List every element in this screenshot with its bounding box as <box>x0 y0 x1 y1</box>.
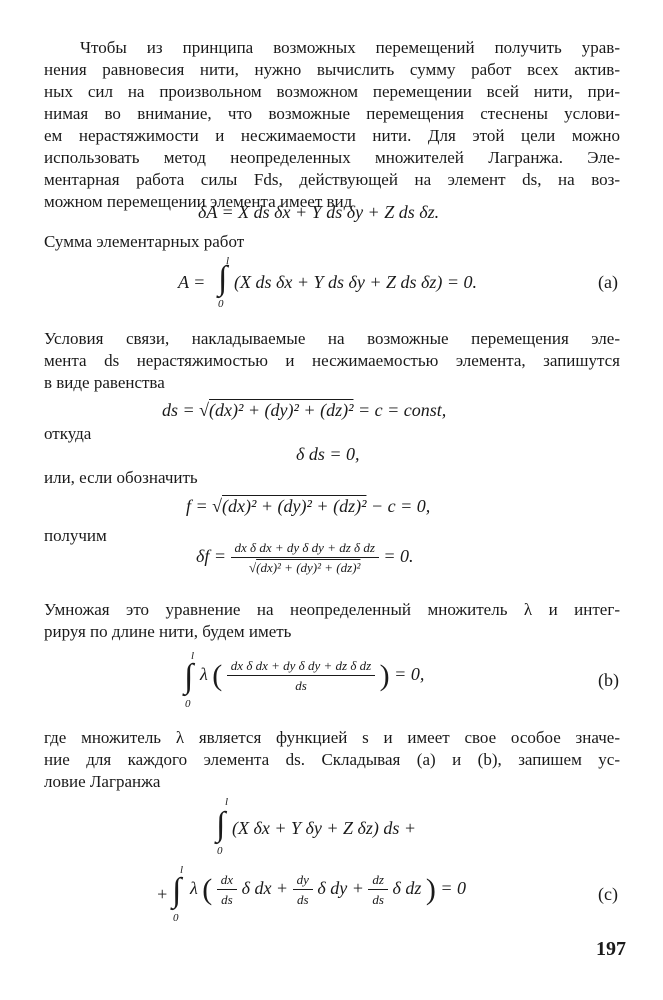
text-line: нения равновесия нити, нужно вычислить сумму работ всех актив- <box>44 60 620 79</box>
equation-delta-ds: δ ds = 0, <box>296 444 360 464</box>
equation-ds-rhs: = c = const, <box>353 400 447 420</box>
text-line: Умножая это уравнение на неопределенный множитель λ и интег- <box>44 600 620 619</box>
lambda-symbol: λ <box>190 878 198 899</box>
text-line: можном перемещении элемента имеет вид <box>44 192 353 211</box>
fraction-denominator: ds <box>372 892 384 907</box>
text-line: мента ds нерастяжимостью и несжимаемостью элемента, запишутся <box>44 351 620 370</box>
fraction-numerator: dx δ dx + dy δ dy + dz δ dz <box>231 540 379 558</box>
fraction-denominator: ds <box>296 892 309 907</box>
text-line: откуда <box>44 424 92 443</box>
integral-lower-limit: 0 <box>185 698 191 710</box>
integral-sign: ∫ <box>218 260 228 297</box>
integral-upper-limit: l <box>225 796 229 808</box>
equation-f-lhs: f = √ <box>186 496 223 516</box>
text-line: ние для каждого элемента ds. Складывая (a) и (b), запишем ус- <box>44 750 620 769</box>
text-line: нимая во внимание, что возможные перемещения стеснены услови- <box>44 104 620 123</box>
text-line: в виде равенства <box>44 373 165 392</box>
fraction-numerator: dx <box>217 872 237 890</box>
integral-upper-limit: l <box>191 650 195 662</box>
right-paren: ) <box>425 873 436 906</box>
equation-delta-f <box>196 540 414 576</box>
integral-sign: ∫ <box>216 806 226 843</box>
equation-label-a: (a) <box>598 272 618 292</box>
fraction-denominator: ds <box>295 678 307 693</box>
text-line: ловие Лагранжа <box>44 772 161 791</box>
fraction <box>293 872 313 908</box>
fraction-numerator: dy <box>293 872 313 890</box>
equation-a-lhs: A = <box>178 272 206 292</box>
root-sign: √ <box>248 560 257 575</box>
left-paren: ( <box>212 659 223 692</box>
fraction <box>217 872 237 908</box>
text-line: Сумма элементарных работ <box>44 232 245 251</box>
radicand: (dx)² + (dy)² + (dz)² <box>209 400 354 420</box>
equation-label-b: (b) <box>598 670 619 690</box>
equation-c1-body: (X δx + Y δy + Z δz) ds + <box>232 818 417 838</box>
text-line: где множитель λ является функцией s и имеет свое особое значе- <box>44 728 620 747</box>
fraction <box>231 540 379 576</box>
integral-lower-limit: 0 <box>217 845 223 857</box>
text-line: Условия связи, накладываемые на возможные перемещения эле- <box>44 329 620 348</box>
equation-df-lhs: δf = <box>196 546 227 567</box>
term: δ dz <box>392 878 422 899</box>
equation-ds <box>162 400 446 421</box>
text-line: рируя по длине нити, будем иметь <box>44 622 292 641</box>
fraction-denominator <box>231 558 379 576</box>
equation-f-rhs: − c = 0, <box>366 496 431 516</box>
term: δ dy + <box>317 878 364 899</box>
fraction-numerator: dz <box>368 872 388 890</box>
integral-lower-limit: 0 <box>173 912 179 924</box>
left-paren: ( <box>202 873 213 906</box>
equation-ds-lhs: ds = √ <box>162 400 210 420</box>
fraction-denominator: ds <box>221 892 233 907</box>
equation-c2-rhs: = 0 <box>440 878 466 899</box>
equation-f <box>186 496 430 517</box>
equation-b-body <box>200 658 424 694</box>
integral-sign: ∫ <box>172 872 182 909</box>
text-line: ем нерастяжимости и несжимаемости нити. Для этой цели можно <box>44 126 620 145</box>
fraction-numerator: dx δ dx + dy δ dy + dz δ dz <box>227 658 375 676</box>
equation-a-body: (X ds δx + Y ds δy + Z ds δz) = 0. <box>234 272 478 292</box>
equation-label-c: (c) <box>598 884 618 904</box>
equation-df-rhs: = 0. <box>383 546 414 567</box>
fraction <box>227 658 375 694</box>
text-line: ментарная работа силы Fds, действующей на элемент ds, на воз- <box>44 170 620 189</box>
plus-sign: + <box>156 884 169 904</box>
text-line: получим <box>44 526 107 545</box>
lambda-symbol: λ <box>200 664 208 685</box>
text-line: использовать метод неопределенных множителей Лагранжа. Эле- <box>44 148 620 167</box>
text-line: Чтобы из принципа возможных перемещений получить урав- <box>80 38 620 57</box>
text-line: или, если обозначить <box>44 468 198 487</box>
integral-upper-limit: l <box>226 255 230 267</box>
text-line: ных сил на произвольном возможном перемещении всей нити, при- <box>44 82 620 101</box>
equation-work-element: δA = X ds δx + Y ds δy + Z ds δz. <box>198 202 440 222</box>
right-paren: ) <box>379 659 390 692</box>
equation-c2-body <box>190 872 466 908</box>
integral-lower-limit: 0 <box>218 298 224 310</box>
integral-sign: ∫ <box>184 658 194 695</box>
fraction <box>368 872 388 908</box>
radicand: (dx)² + (dy)² + (dz)² <box>256 560 361 575</box>
term: δ dx + <box>241 878 289 899</box>
equation-b-rhs: = 0, <box>394 664 425 685</box>
page-number: 197 <box>596 938 626 960</box>
radicand: (dx)² + (dy)² + (dz)² <box>222 496 367 516</box>
integral-upper-limit: l <box>180 864 184 876</box>
